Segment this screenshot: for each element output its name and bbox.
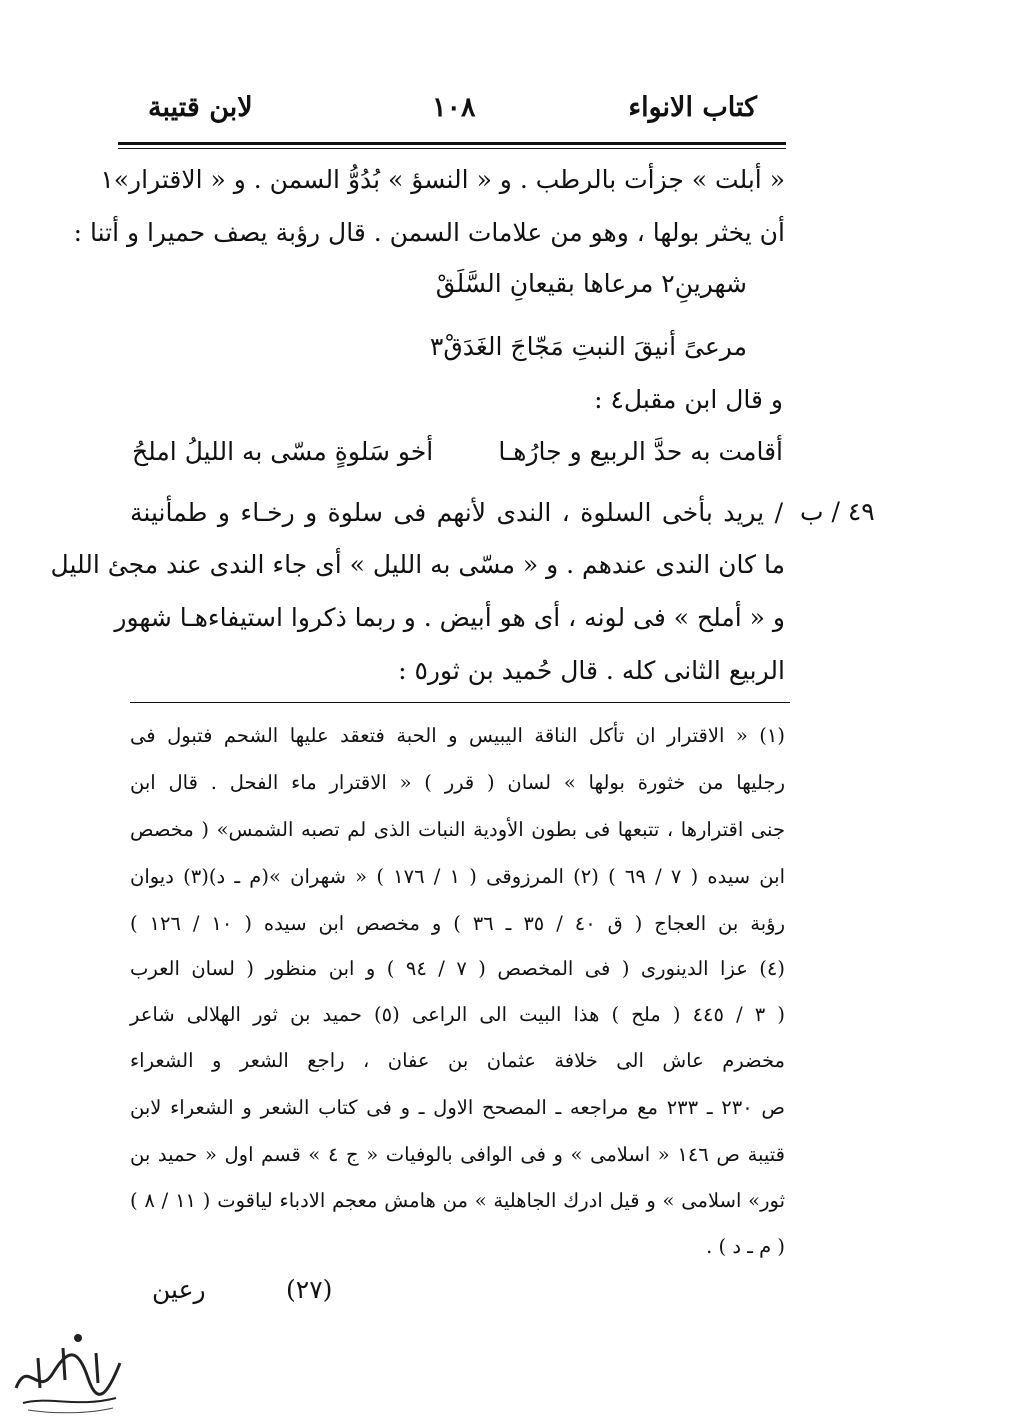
header-author: لابن قتيبة <box>148 92 253 123</box>
footnote-line-11: ثور» اسلامى » و قيل ادرك الجاهلية » من هامش معجم الادباء لياقوت ( ١١ / ٨ ) <box>130 1189 786 1212</box>
verse-2-right-hemistich: أقامت به حدَّ الربيع و جارُهـا <box>498 437 783 466</box>
footnote-separator <box>130 702 790 703</box>
footnote-line-2: رجليها من خثورة بولها » لسان ( قرر ) « الاقترار ماء الفحل . قال ابن <box>130 771 785 794</box>
footnote-line-5: رؤبة بن العجاج ( ق ٤٠ / ٣٥ ـ ٣٦ ) و مخصص ابن سيده ( ١٠ / ١٢٦ ) <box>130 912 785 935</box>
footnote-line-4: ابن سيده ( ٧ / ٦٩ ) (٢) المرزوقى ( ١ / ١٧٦ ) « شهران »(م ـ د)(٣) ديوان <box>130 865 785 888</box>
header-book-title: كتاب الانواء <box>628 92 757 123</box>
catchword: رعين <box>152 1275 206 1304</box>
signature-mark: (٢٧) <box>286 1275 333 1304</box>
body-line-6: الربيع الثانى كله . قال حُميد بن ثور٥ : <box>398 656 785 685</box>
footnote-line-6: (٤) عزا الدينورى ( فى المخصص ( ٧ / ٩٤ ) و ابن منظور ( لسان العرب <box>130 957 786 980</box>
body-line-1: « أبلت » جزأت بالرطب . و « النسؤ » بُدُوُّ السمن . و « الاقترار»١ <box>100 165 785 194</box>
footnote-line-12: ( م ـ د ) . <box>706 1235 785 1258</box>
body-line-2: أن يخثر بولها ، وهو من علامات السمن . قال رؤبة يصف حميرا و أتنا : <box>73 218 785 247</box>
header-page-number: ١٠٨ <box>432 92 476 123</box>
verse-2-left-hemistich: أخو سَلوةٍ مسّى به الليلُ املحُ <box>132 437 434 466</box>
footnote-line-1: (١) « الاقترار ان تأكل الناقة اليبيس و الحبة فتعقد عليها الشحم فتبول فى <box>130 724 785 747</box>
body-line-5: و « أملح » فى لونه ، أى هو أبيض . و ربما ذكروا استيفاءهـا شهور <box>114 603 785 632</box>
footnote-line-7: ( ٣ / ٤٤٥ ( ملح ) هذا البيت الى الراعى (٥) حميد بن ثور الهلالى شاعر <box>130 1003 785 1026</box>
header-rule <box>118 142 786 145</box>
library-stamp-logo <box>8 1318 128 1418</box>
body-line-4: ما كان الندى عندهم . و « مسّى به الليل » أى جاء الندى عند مجئ الليل <box>50 550 785 579</box>
footnote-line-9: ص ٢٣٠ ـ ٢٣٣ مع مراجعه ـ المصحح الاول ـ و فى كتاب الشعر و الشعراء لابن <box>130 1096 785 1119</box>
footnote-line-10: قتيبة ص ١٤٦ « اسلامى » و فى الوافى بالوفيات « ج ٤ » قسم اول « حميد بن <box>130 1143 785 1166</box>
verse-1-line-1: شهرينِ٢ مرعاها بقيعانِ السَّلَقْ <box>435 269 747 298</box>
header-rule-thin <box>118 148 786 149</box>
footnote-line-8: مخضرم عاش الى خلافة عثمان بن عفان ، راجع الشعر و الشعراء <box>130 1049 785 1072</box>
body-line-3: / يريد بأخى السلوة ، الندى لأنهم فى سلوة و رخـاء و طمأنينة <box>130 498 783 527</box>
margin-folio-note: ٤٩ / ب <box>800 497 875 526</box>
verse-1-line-2: مرعىً أنيقَ النبتِ مَجّاجَ الغَدَقْ٣ <box>429 332 747 361</box>
citation-intro: و قال ابن مقبل٤ : <box>594 385 783 414</box>
footnote-line-3: جنى اقترارها ، تتبعها فى بطون الأودية النبات الذى لم تصبه الشمس» ( مخصص <box>130 818 785 841</box>
